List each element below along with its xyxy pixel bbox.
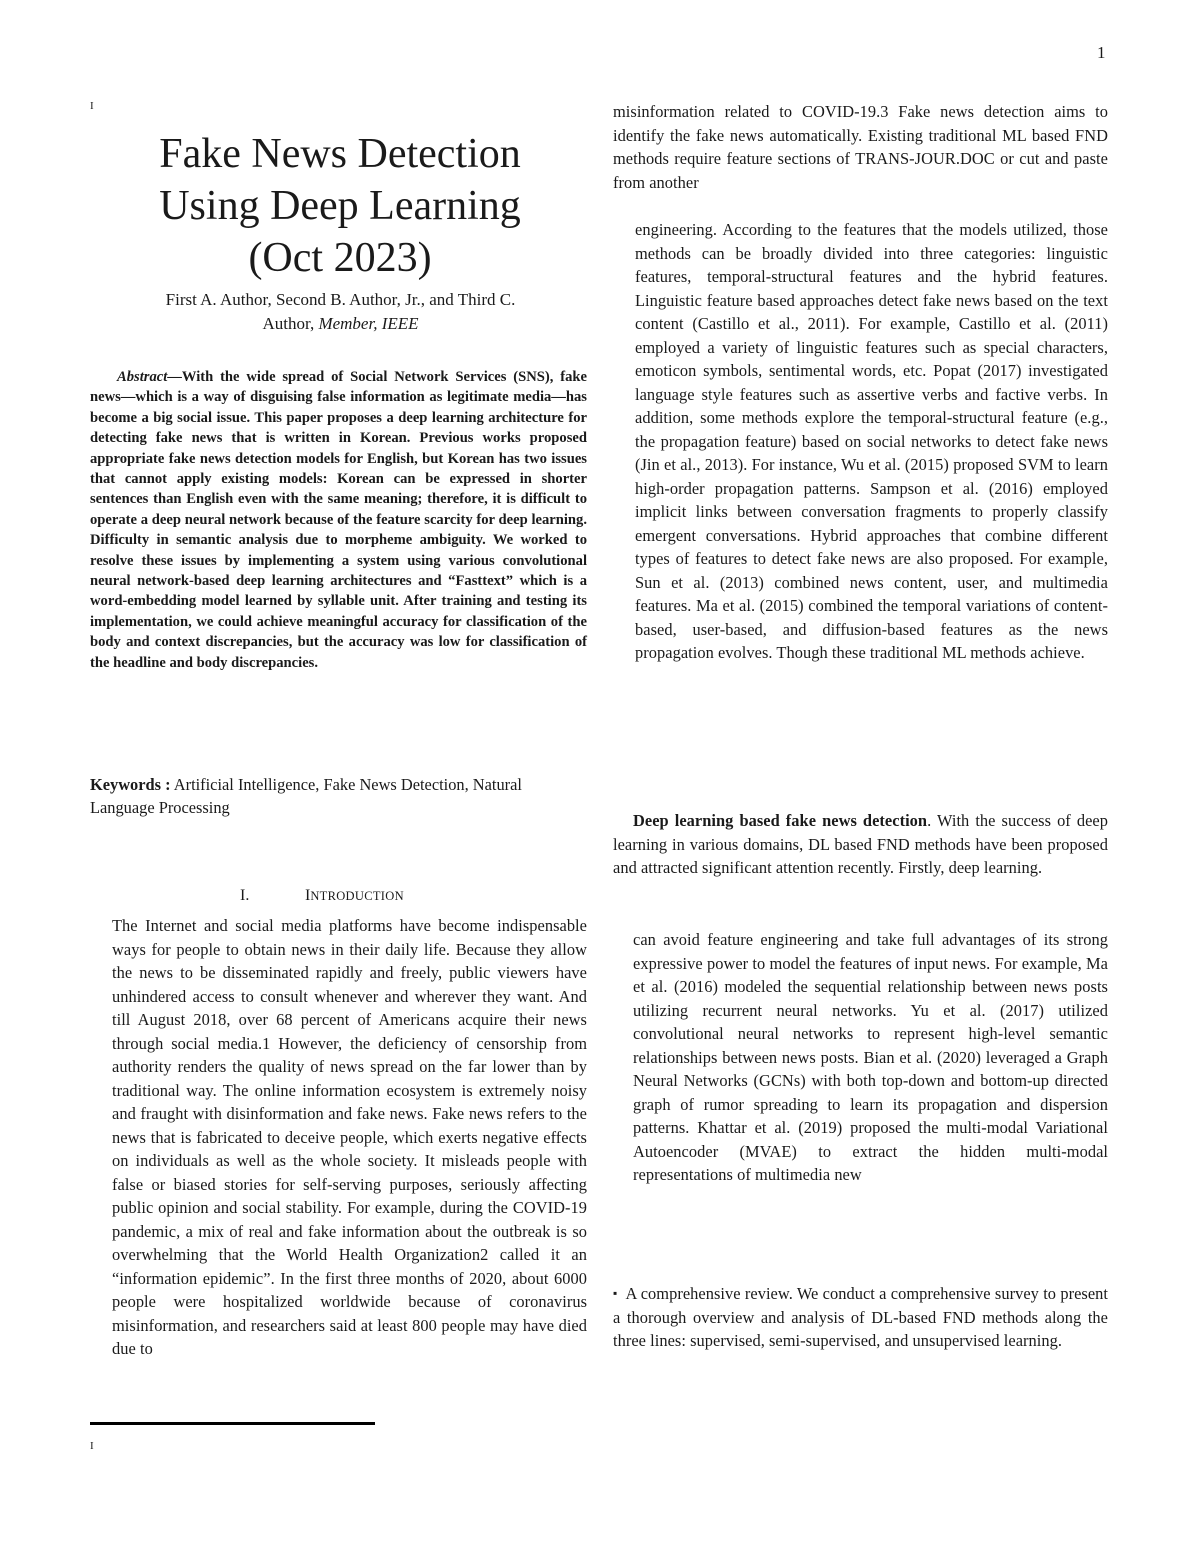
- title-line-1: Fake News Detection: [159, 131, 521, 177]
- section-title-rest: NTRODUCTION: [310, 889, 404, 903]
- page-number: 1: [1097, 43, 1106, 62]
- footnote-divider: [90, 1422, 375, 1425]
- right-paragraph-1: misinformation related to COVID-19.3 Fake news detection aims to identify the fake news automatically. Existing traditional ML based FND methods require feature sections of TRANS-JOUR.DOC or cut and paste from another: [613, 102, 1108, 192]
- keywords-label: Keywords :: [90, 775, 171, 794]
- section-title: [305, 887, 404, 905]
- bullet-icon: ▪: [613, 1286, 618, 1300]
- intro-text: The Internet and social media platforms have become indispensable ways for people to obtain news in their daily life. Because they allow the news to be disseminated rapidly and freely, public viewers have unhindered access to consult whenever and wherever they want. And till August 2018, over 68 percent of Americans acquire their news through social media.1 However, the deficiency of censorship from authority renders the quality of news spread on the far lower than by traditional way. The online information ecosystem is extremely noisy and fraught with disinformation and fake news. Fake news refers to the news that is fabricated to deceive people, which exerts negative effects on individuals as well as the whole society. It misleads people with false or biased stories for self-serving purposes, seriously affecting public opinion and social stability. For example, during the COVID-19 pandemic, a mix of real and fake information about the outbreak is so overwhelming that the World Health Organization2 called it an “information epidemic”. In the first three months of 2020, about 6000 people were hospitalized worldwide because of coronavirus misinformation, and researchers said at least 800 people may have died due to: [112, 916, 587, 1358]
- author-membership: Member, IEEE: [318, 314, 419, 333]
- section-number: I.: [240, 887, 250, 904]
- abstract-text: —With the wide spread of Social Network Services (SNS), fake news—which is a way of disguising false information as legitimate media—has become a big social issue. This paper proposes a deep learning architecture for detecting fake news that is written in Korean. Previous works proposed appropriate fake news detection models for English, but Korean has two issues that cannot apply existing models: Korean can be expressed in shorter sentences than English even with the same meaning; therefore, it is difficult to operate a deep neural network because of the feature scarcity for deep learning. Difficulty in semantic analysis due to morpheme ambiguity. We worked to resolve these issues by implementing a system using various convolutional neural network-based deep learning architectures and “Fasttext” which is a word-embedding model learned by syllable unit. After training and testing its implementation, we could achieve meaningful accuracy for classification of the body and context discrepancies, but the accuracy was low for classification of the headline and body discrepancies.: [90, 369, 587, 671]
- right-paragraph-2: [613, 218, 1108, 665]
- deep-learning-heading: Deep learning based fake news detection: [633, 811, 928, 830]
- authors-line-2-text: Author,: [262, 314, 319, 333]
- right-paragraph-3-text: . With the success of deep learning in various domains, DL based FND methods have been proposed and attracted significant attention recently. Firstly, deep learning.: [613, 811, 1108, 877]
- margin-mark-bottom: I: [90, 1440, 94, 1452]
- title-line-2: Using Deep Learning: [159, 183, 521, 229]
- right-paragraph-3: [613, 809, 1108, 880]
- right-paragraph-4: [613, 928, 1108, 1187]
- authors-line-1: First A. Author, Second B. Author, Jr., and Third C.: [165, 290, 516, 309]
- section-title-initial: I: [305, 887, 311, 904]
- bullet-item-text: A comprehensive review. We conduct a comprehensive survey to present a thorough overview and analysis of DL-based FND methods along the three lines: supervised, semi-supervised, and unsupervised learning.: [613, 1284, 1109, 1350]
- right-paragraph-2-text: engineering. According to the features that the models utilized, those methods can be broadly divided into three categories: linguistic features, temporal-structural features and the hybrid features. Linguistic feature based approaches detect fake news based on the text content (Castillo et al., 2011). For example, Castillo et al. (2011) employed a variety of linguistic features such as special characters, emoticon symbols, sentimental words, etc. Popat (2017) investigated language style features such as assertive verbs and factive verbs. In addition, some methods explore the temporal-structural feature (e.g., the propagation feature) based on social networks to detect fake news (Jin et al., 2013). For instance, Wu et al. (2015) proposed SVM to learn high-order propagation patterns. Sampson et al. (2016) employed implicit links between conversation fragments to properly classify emergent conversations. Hybrid approaches that combine different types of features to detect fake news are also proposed. For example, Sun et al. (2013) combined news content, user, and multimedia features. Ma et al. (2015) combined the temporal variations of content-based, user-based, and diffusion-based features as the news propagation evolves. Though these traditional ML methods achieve.: [635, 220, 1108, 662]
- intro-paragraph: [90, 914, 587, 1361]
- title-line-3: (Oct 2023): [248, 235, 432, 281]
- abstract-label: Abstract: [117, 369, 168, 385]
- right-paragraph-4-text: can avoid feature engineering and take full advantages of its strong expressive power to model the features of input news. For example, Ma et al. (2016) modeled the sequential relationship between news posts utilizing recurrent neural networks. Yu et al. (2017) utilized convolutional neural networks to represent high-level semantic relationships between news posts. Bian et al. (2020) leveraged a Graph Neural Networks (GCNs) with both top-down and bottom-up directed graph of rumor spreading to learn its propagation and dispersion patterns. Khattar et al. (2019) proposed the multi-modal Variational Autoencoder (MVAE) to extract the hidden multi-modal representations of multimedia new: [633, 930, 1108, 1184]
- author-block: [118, 288, 563, 336]
- keywords-text: Artificial Intelligence, Fake News Detection, Natural Language Processing: [90, 775, 522, 817]
- keywords: [90, 773, 587, 819]
- margin-mark-top: I: [90, 100, 94, 112]
- abstract: [90, 367, 587, 673]
- bullet-item: [613, 1282, 1108, 1353]
- authors-line-2: [118, 312, 563, 336]
- paper-title: [90, 128, 590, 284]
